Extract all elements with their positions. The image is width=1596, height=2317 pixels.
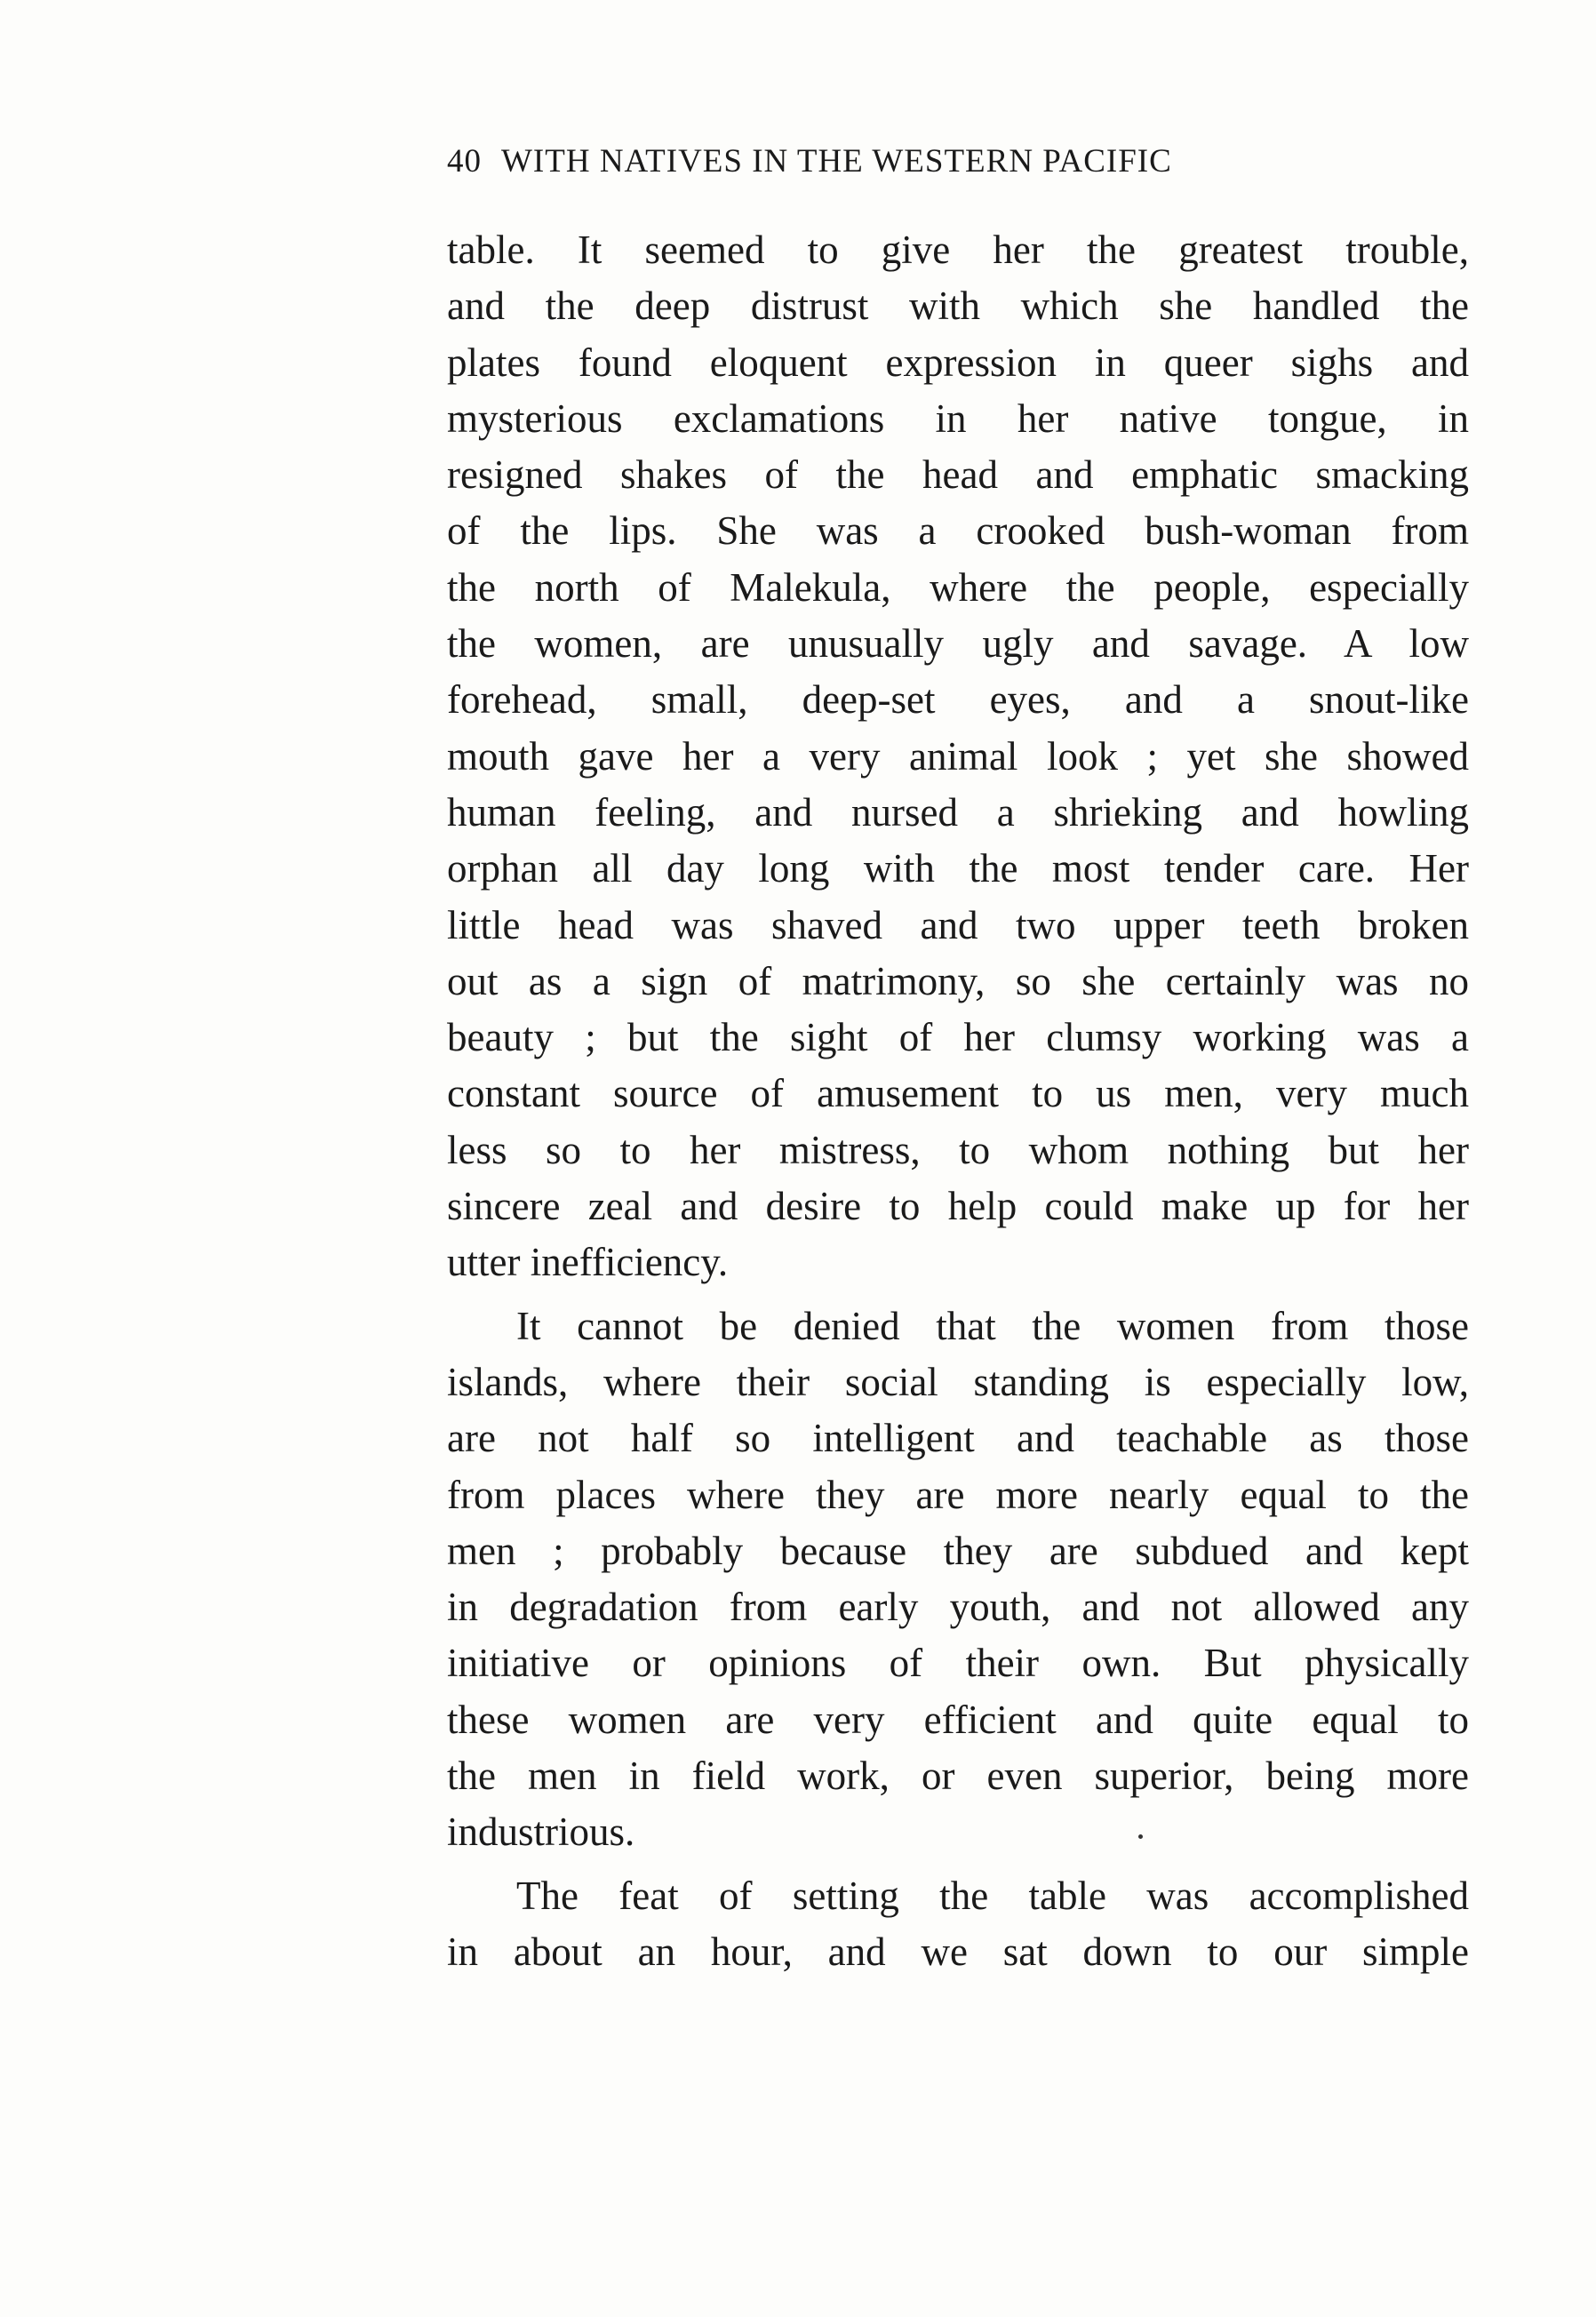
body-text xyxy=(447,222,1469,1980)
text-line: utter inefficiency. xyxy=(447,1240,729,1285)
text-line: human feeling, and nursed a shrieking and howling xyxy=(447,789,1469,835)
print-speck xyxy=(1138,1834,1143,1839)
text-line: resigned shakes of the head and emphatic smacking xyxy=(447,452,1469,498)
running-title: WITH NATIVES IN THE WESTERN PACIFIC xyxy=(501,143,1172,180)
paragraph xyxy=(447,222,1469,1291)
text-line: constant source of amusement to us men, very much xyxy=(447,1071,1469,1116)
text-line: men ; probably because they are subdued and kept xyxy=(447,1528,1469,1573)
text-line: less so to her mistress, to whom nothing but her xyxy=(447,1127,1469,1172)
text-line: of the lips. She was a crooked bush-woman from xyxy=(447,508,1469,554)
text-line: the north of Malekula, where the people, especially xyxy=(447,564,1469,610)
text-line: beauty ; but the sight of her clumsy working was a xyxy=(447,1015,1469,1060)
text-line: from places where they are more nearly equal to the xyxy=(447,1472,1469,1517)
running-head xyxy=(447,142,1469,196)
text-line: little head was shaved and two upper teeth broken xyxy=(447,902,1469,947)
text-line: table. It seemed to give her the greatest trouble, xyxy=(447,228,1469,272)
text-line: industrious. xyxy=(447,1810,635,1855)
text-line: in about an hour, and we sat down to our simple xyxy=(447,1929,1469,1974)
text-line: the men in field work, or even superior, being more xyxy=(447,1754,1469,1799)
text-line: out as a sign of matrimony, so she certainly was no xyxy=(447,958,1469,1003)
text-line: plates found eloquent expression in queer sighs and xyxy=(447,340,1469,385)
text-line: mysterious exclamations in her native tongue, in xyxy=(447,395,1469,441)
text-line: in degradation from early youth, and not allowed any xyxy=(447,1585,1469,1630)
text-line: The feat of setting the table was accomplished xyxy=(516,1873,1469,1918)
text-line: these women are very efficient and quite equal to xyxy=(447,1697,1469,1742)
page-number: 40 xyxy=(447,143,482,180)
paragraph xyxy=(447,1868,1469,1981)
paragraph xyxy=(447,1298,1469,1861)
text-line: and the deep distrust with which she handled the xyxy=(447,284,1469,329)
text-line: the women, are unusually ugly and savage. A low xyxy=(447,621,1469,667)
text-line: forehead, small, deep-set eyes, and a snout-like xyxy=(447,677,1469,723)
text-line: mouth gave her a very animal look ; yet she showed xyxy=(447,733,1469,779)
text-line: It cannot be denied that the women from those xyxy=(516,1303,1469,1348)
text-line: sincere zeal and desire to help could make up for her xyxy=(447,1184,1469,1229)
text-line: initiative or opinions of their own. But physically xyxy=(447,1641,1469,1686)
text-line: orphan all day long with the most tender care. Her xyxy=(447,846,1469,891)
text-line: are not half so intelligent and teachable as those xyxy=(447,1416,1469,1461)
text-line: islands, where their social standing is especially low, xyxy=(447,1359,1469,1404)
